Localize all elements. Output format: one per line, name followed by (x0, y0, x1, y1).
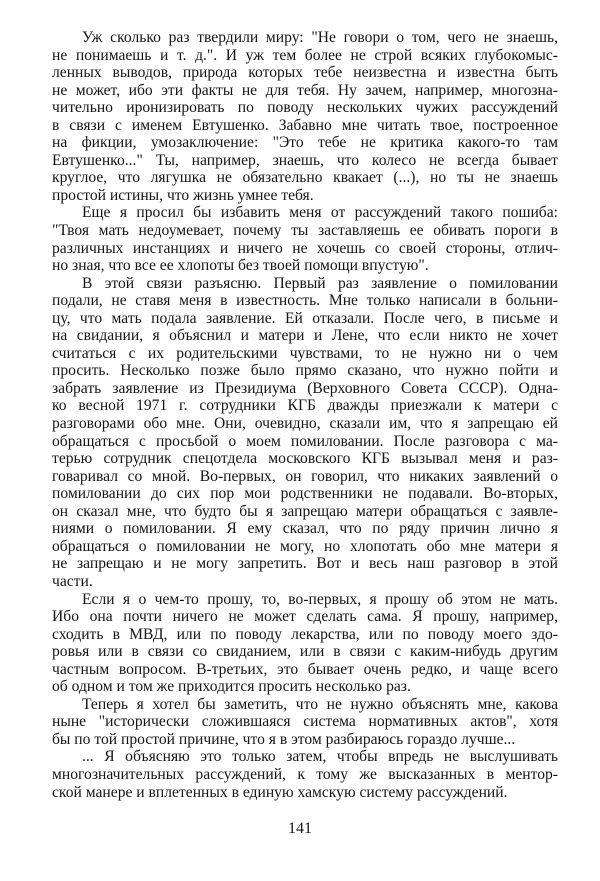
text-line: круглое, что лягушка не обязательно квакает (...), но ты не знаешь (52, 169, 558, 187)
paragraph (52, 696, 558, 749)
text-line: разговорами обо мне. Они, очевидно, сказали им, что я запрещаю ей (52, 415, 558, 433)
text-line: ко весной 1971 г. сотрудники КГБ дважды приезжали к матери с (52, 397, 558, 415)
paragraph (52, 748, 558, 801)
text-line: ской манере и вплетенных в единую хамскую систему рассуждений. (52, 783, 508, 801)
text-line: ныне "исторически сложившаяся система нормативных актов", хотя (52, 713, 558, 731)
text-line: простой истины, что жизнь умнее тебя. (52, 186, 314, 204)
text-line: не запрещаю и не могу запретить. Вот и весь наш разговор в этой (52, 555, 558, 573)
text-line: об одном и том же приходится просить несколько раз. (52, 678, 411, 696)
text-line: терью сотрудник спецотдела московского КГБ вызывал меня и раз- (52, 450, 558, 468)
text-line: "Твоя мать недоумевает, почему ты заставляешь ее обивать пороги в (52, 222, 558, 240)
text-line: на свидании, я объяснил и матери и Лене, что если никто не хочет (52, 327, 558, 345)
text-line: ровья или в связи со свиданием, или в связи с каким-нибудь другим (52, 643, 558, 661)
text-line: чительно иронизировать по поводу нескольких чужих рассуждений (52, 99, 558, 117)
text-line: ... Я объясняю это только затем, чтобы впредь не выслушивать (82, 748, 558, 766)
text-line: но зная, что все ее хлопоты без твоей помощи впустую". (52, 257, 429, 275)
text-line: многозначительных рассуждений, к тому же высказанных в ментор- (52, 765, 558, 783)
text-line: сходить в МВД, или по поводу лекарства, или по поводу моего здо- (52, 625, 558, 643)
text-line: обращаться о помиловании не могу, но хлопотать обо мне матери я (52, 537, 558, 555)
text-line: различных инстанциях и ничего не хочешь со своей стороны, отлич- (52, 239, 558, 257)
text-line: Еще я просил бы избавить меня от рассуждений такого пошиба: (82, 204, 558, 222)
text-line: помиловании до сих пор мои родственники не подавали. Во-вторых, (52, 485, 558, 503)
text-line: части. (52, 572, 93, 590)
text-line: цу, что мать подала заявление. Ей отказали. После чего, в письме и (52, 309, 558, 327)
text-line: не может, ибо эти факты не для тебя. Ну зачем, например, многозна- (52, 81, 558, 99)
text-line: на фикции, умозаключение: "Это тебе не критика какого-то там (52, 134, 558, 152)
text-line: бы по той простой причине, что я в этом разбираюсь гораздо лучше... (52, 730, 516, 748)
paragraph (52, 591, 558, 696)
paragraph (52, 29, 558, 204)
text-line: считаться с их родительскими чувствами, то не нужно ни о чем (52, 344, 558, 362)
page-number: 141 (288, 820, 312, 837)
text-line: Ибо она почти ничего не может сделать сама. Я прошу, например, (52, 608, 558, 626)
text-line: в связи с именем Евтушенко. Забавно мне читать твое, построенное (52, 116, 558, 134)
text-line: он сказал мне, что будто бы я запрещаю матери обращаться с заявле- (52, 502, 558, 520)
text-line: просить. Несколько позже было прямо сказано, что нужно пойти и (52, 362, 558, 380)
paragraph (52, 275, 558, 591)
text-line: говаривал со мной. Во-первых, он говорил, что никаких заявлений о (52, 467, 558, 485)
text-line: Уж сколько раз твердили миру: "Не говори о том, чего не знаешь, (82, 29, 558, 46)
text-line: обращаться с просьбой о моем помиловании. После разговора с ма- (52, 432, 558, 450)
text-line: В этой связи разъясню. Первый раз заявление о помиловании (82, 274, 558, 292)
text-line: подали, не ставя меня в известность. Мне только написали в больни- (52, 292, 558, 310)
book-page-text (52, 29, 558, 801)
text-line: Евтушенко..." Ты, например, знаешь, что колесо не всегда бывает (52, 151, 558, 169)
text-line: забрать заявление из Президиума (Верховного Совета СССР). Одна- (52, 379, 558, 397)
text-line: Если я о чем-то прошу, то, во-первых, я прошу об этом не мать. (82, 590, 558, 608)
paragraph (52, 204, 558, 274)
text-line: не понимаешь и т. д.". И уж тем более не строй всяких глубокомыс- (52, 46, 558, 64)
text-line: частным вопросом. В-третьих, это бывает очень редко, и чаще всего (52, 660, 558, 678)
text-line: Теперь я хотел бы заметить, что не нужно объяснять мне, какова (82, 695, 558, 713)
text-line: ниями о помиловании. Я ему сказал, что по ряду причин лично я (52, 520, 558, 538)
text-line: ленных выводов, природа которых тебе неизвестна и известна быть (52, 64, 558, 82)
